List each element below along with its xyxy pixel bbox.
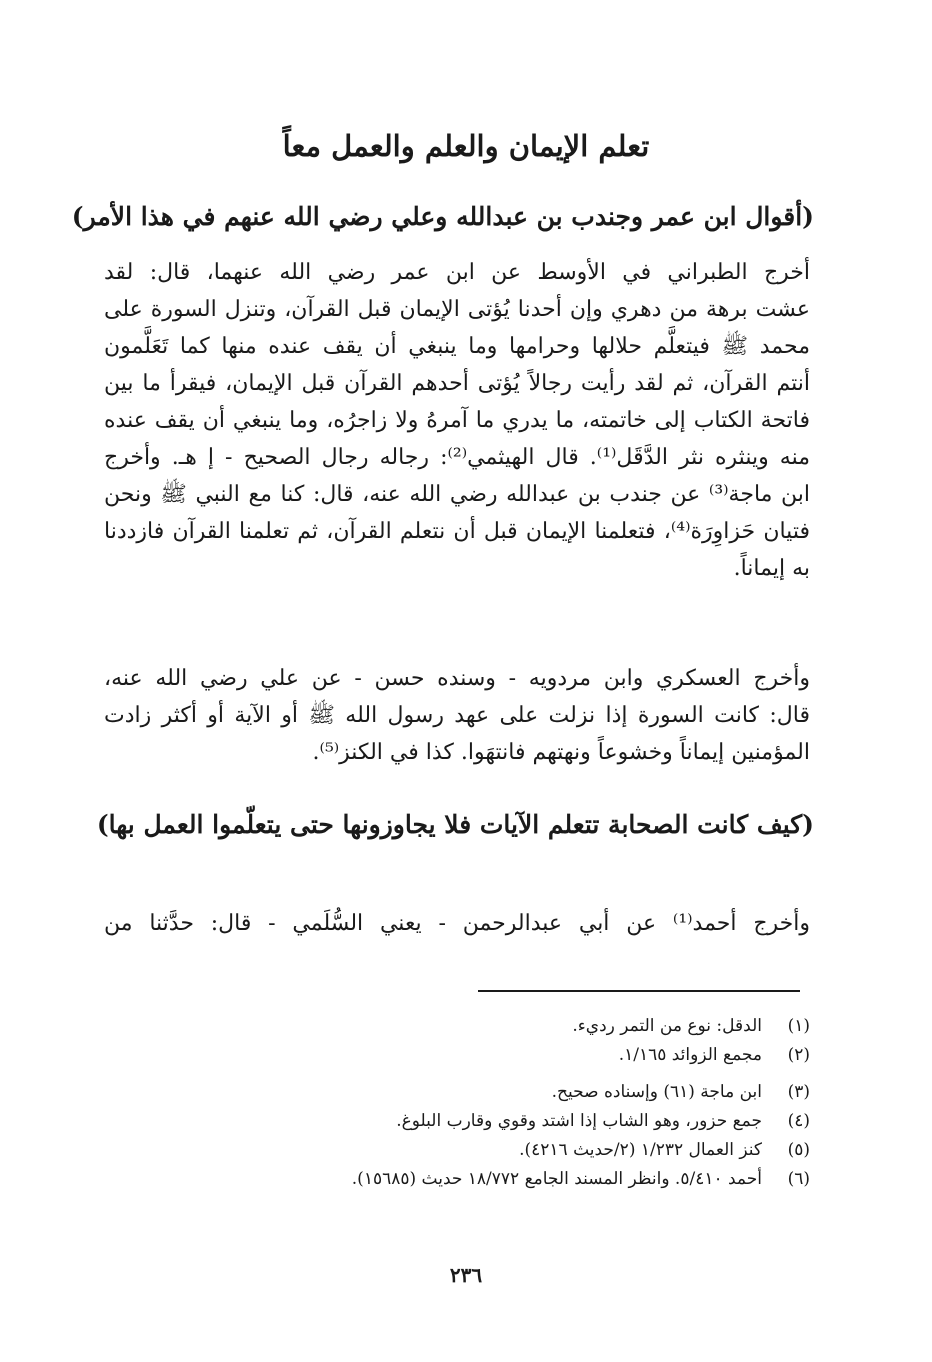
- page-title: تعلم الإيمان والعلم والعمل معاً: [282, 129, 650, 163]
- text-line: قال: كانت السورة إذا نزلت على عهد رسول الله ﷺ أو الآية أو أكثر زادت: [104, 703, 810, 728]
- text-line: وأخرج أحمد⁽¹⁾ عن أبي عبدالرحمن - يعني السُّلَمي - قال: حدَّثنا من: [104, 911, 810, 936]
- footnotes: [150, 1012, 810, 1194]
- text-line: عشت برهة من دهري وإن أحدنا يُؤتى الإيمان قبل القرآن، وتنزل السورة على: [104, 297, 810, 322]
- footnote-text: أحمد ٥/٤١٠. وانظر المسند الجامع ١٨/٧٧٢ حديث (١٥٦٨٥).: [351, 1169, 762, 1189]
- text-line: منه وينثره نثر الدَّقَل⁽¹⁾. قال الهيثمي⁽²⁾: رجاله رجال الصحيح - إ هـ. وأخرج: [104, 445, 811, 470]
- footnote-text: جمع حزور، وهو الشاب إذا اشتد وقوي وقارب البلوغ.: [396, 1111, 762, 1131]
- section-heading-1: (أقوال ابن عمر وجندب بن عبدالله وعلي رضي الله عنهم في هذا الأمر): [71, 202, 814, 231]
- text-line: فتيان حَزاوِرَة⁽⁴⁾، فتعلمنا الإيمان قبل أن نتعلم القرآن، ثم تعلمنا القرآن فازددنا: [104, 519, 810, 544]
- paragraph-3: [104, 905, 810, 942]
- footnote-item: [150, 1165, 810, 1194]
- footnote-number: (٦): [787, 1169, 810, 1189]
- text-line: به إيماناً.: [733, 556, 810, 581]
- footnote-number: (٢): [787, 1045, 810, 1065]
- footnote-text: الدقل: نوع من التمر رديء.: [572, 1016, 762, 1036]
- section-heading-2: (كيف كانت الصحابة تتعلم الآيات فلا يجاوزونها حتى يتعلّموا العمل بها): [96, 810, 814, 839]
- footnote-item: [150, 1136, 810, 1165]
- text-line: ابن ماجة⁽³⁾ عن جندب بن عبدالله رضي الله عنه، قال: كنا مع النبي ﷺ ونحن: [104, 482, 810, 507]
- text-line: أنتم القرآن، ثم لقد رأيت رجالاً يُؤتى أحدهم القرآن قبل الإيمان، فيقرأ ما بين: [104, 371, 810, 396]
- footnote-item: [150, 1078, 810, 1107]
- footnote-text: كنز العمال ١/٢٣٢ (٢/حديث ٤٢١٦).: [519, 1140, 762, 1160]
- text-line: المؤمنين إيماناً وخشوعاً ونهتهم فانتهَوا. كذا في الكنز⁽⁵⁾.: [312, 740, 810, 765]
- text-line: أخرج الطبراني في الأوسط عن ابن عمر رضي الله عنهما، قال: لقد: [104, 260, 810, 285]
- paragraph-1: [104, 254, 810, 587]
- footnote-text: مجمع الزوائد ١/١٦٥.: [618, 1045, 762, 1065]
- text-line: وأخرج العسكري وابن مردويه - وسنده حسن - عن علي رضي الله عنه،: [104, 666, 810, 691]
- footnote-text: ابن ماجة (٦١) وإسناده صحيح.: [551, 1082, 762, 1102]
- footnote-number: (١): [787, 1016, 810, 1036]
- footnote-number: (٤): [787, 1111, 810, 1131]
- footnote-number: (٣): [787, 1082, 810, 1102]
- footnote-item: [150, 1041, 810, 1070]
- footnote-number: (٥): [787, 1140, 810, 1160]
- page-number: ٢٣٦: [449, 1263, 483, 1287]
- text-line: فاتحة الكتاب إلى خاتمته، ما يدري ما آمرهُ ولا زاجرُه، وما ينبغي أن يقف عنده: [104, 408, 810, 433]
- text-line: محمد ﷺ فيتعلَّم حلالها وحرامها وما ينبغي أن يقف عنده منها كما تَعَلَّمون: [104, 334, 810, 359]
- footnote-divider: [478, 990, 800, 992]
- footnote-item: [150, 1012, 810, 1041]
- footnote-item: [150, 1107, 810, 1136]
- paragraph-2: [104, 660, 810, 771]
